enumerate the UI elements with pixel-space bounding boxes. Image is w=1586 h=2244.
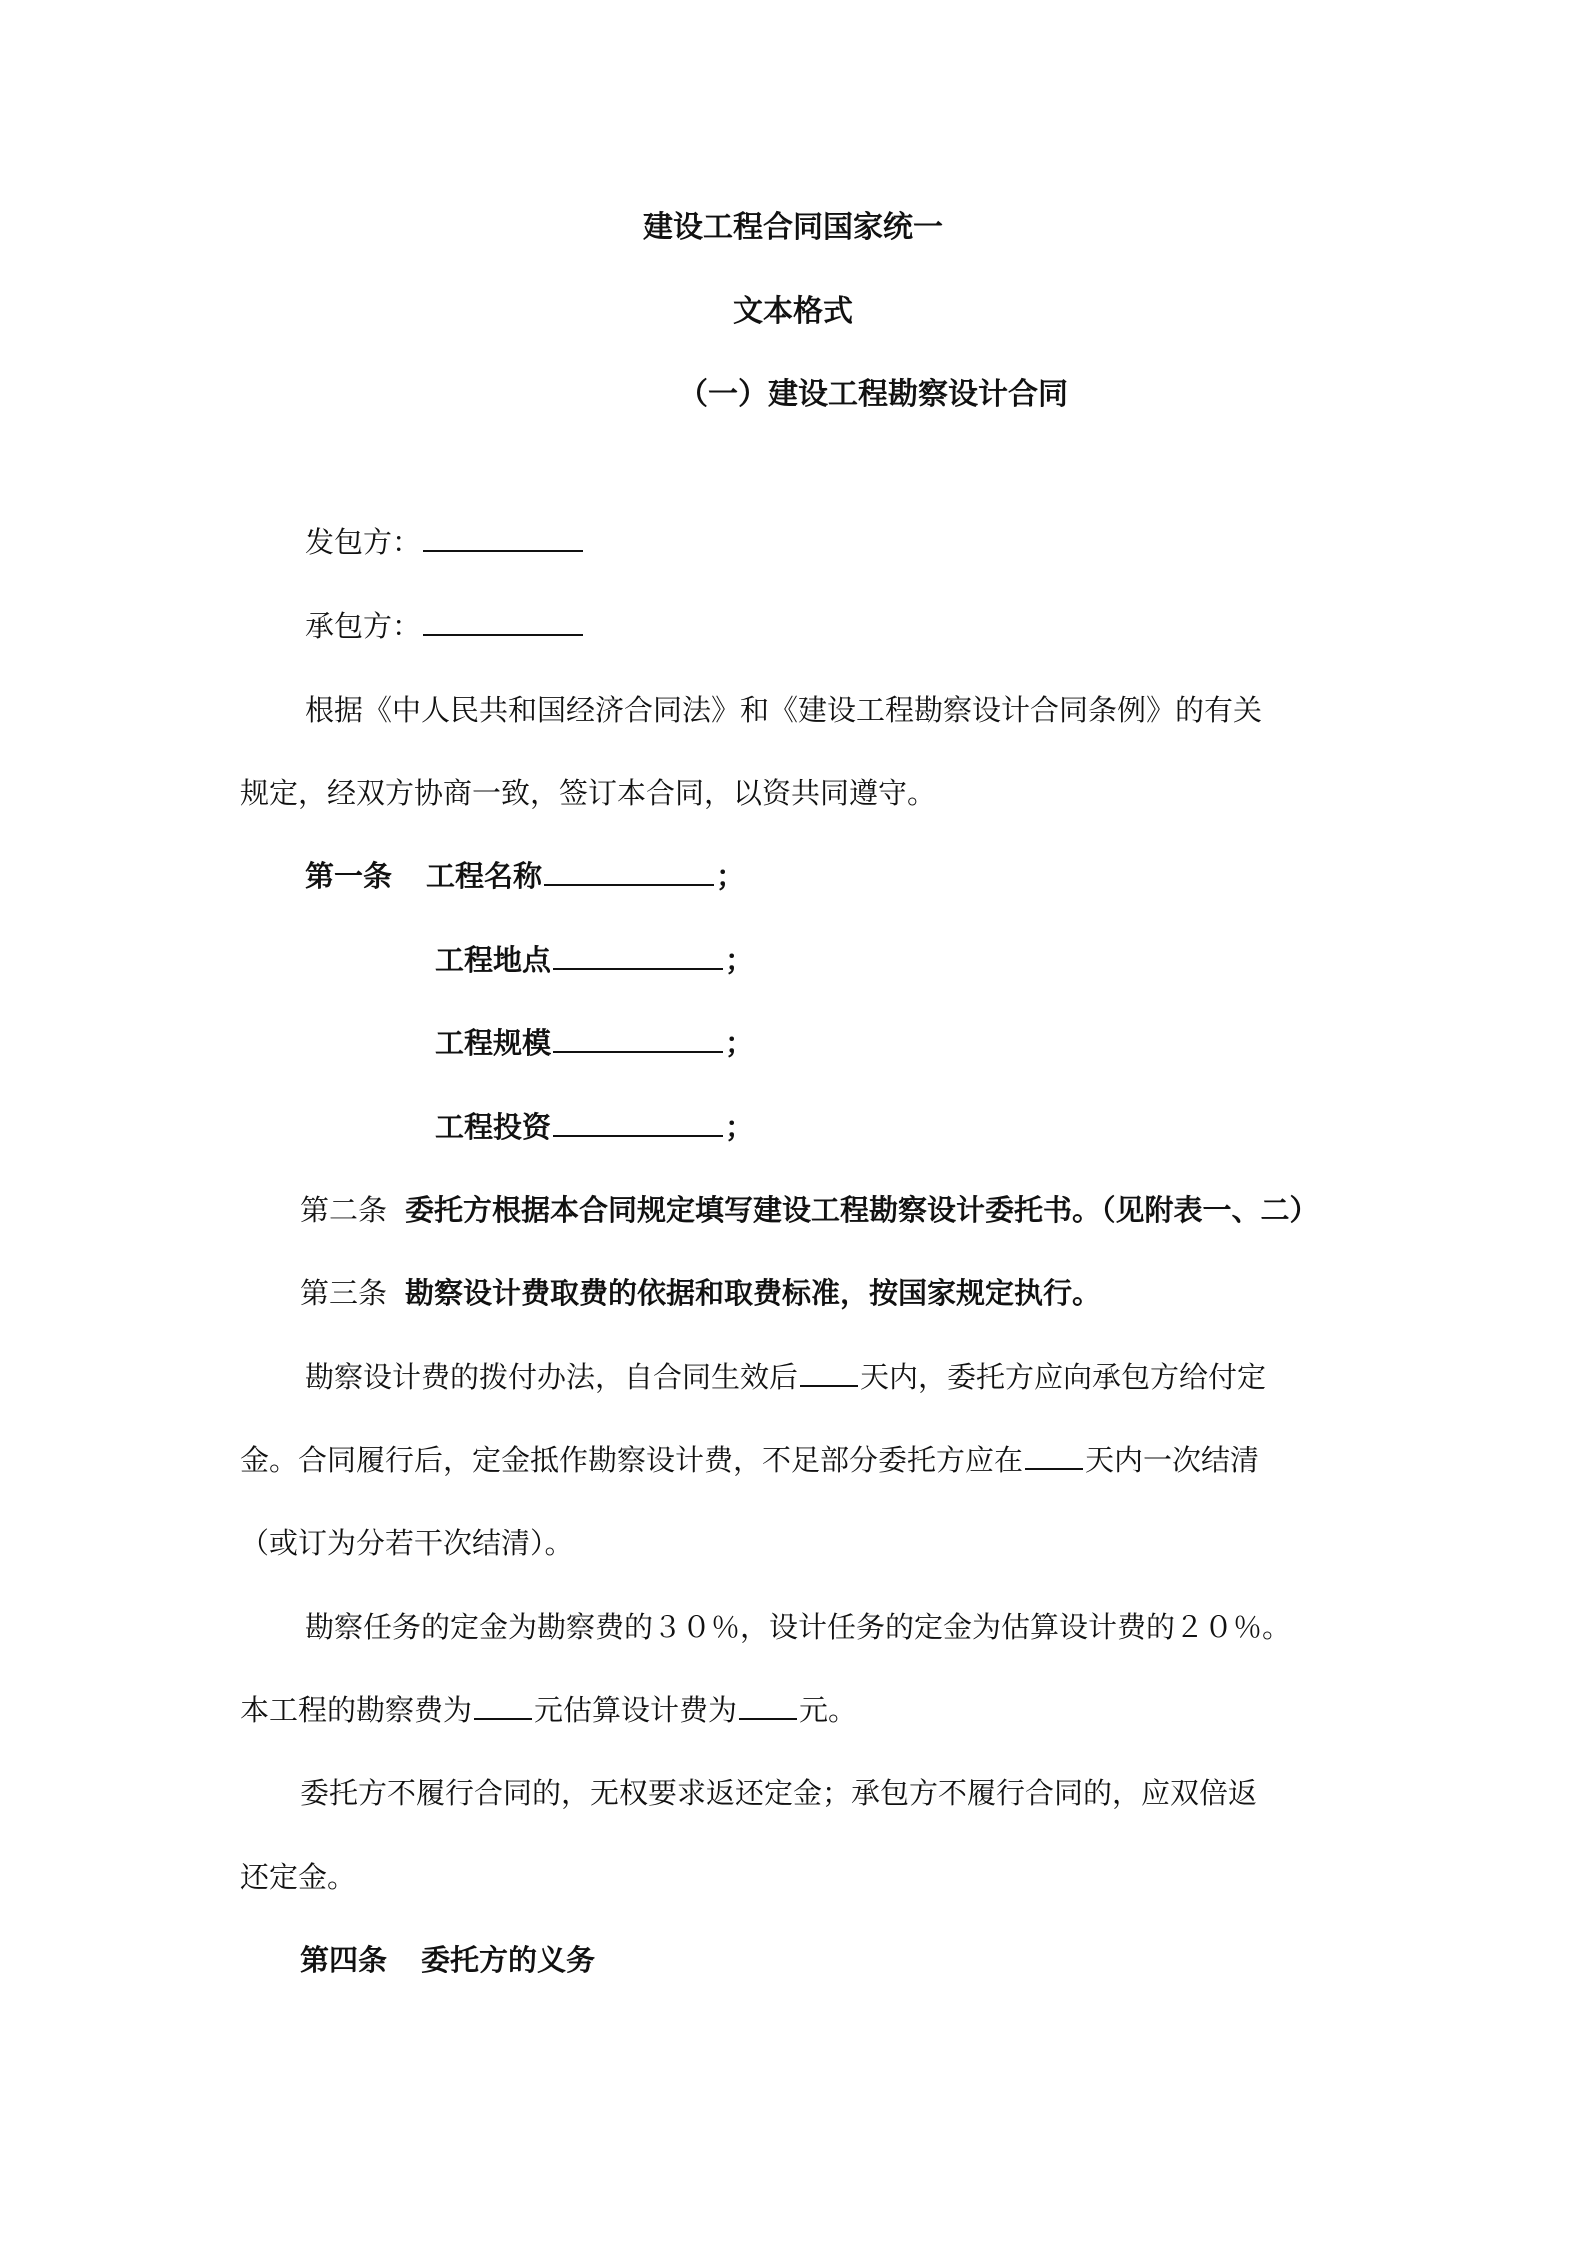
project-scale-blank[interactable] [553, 1023, 723, 1053]
document-title: 建设工程合同国家统一 [643, 210, 943, 245]
article3-text: 勘察设计费取费的依据和取费标准，按国家规定执行。 [405, 1276, 1102, 1310]
contractor-blank[interactable] [423, 606, 583, 636]
deposit-text: 元估算设计费为 [534, 1693, 738, 1727]
employer-line [305, 522, 585, 562]
terminator: ； [716, 859, 746, 893]
article2-text: 委托方根据本合同规定填写建设工程勘察设计委托书。（见附表一、二） [405, 1193, 1319, 1227]
deposit-text: 本工程的勘察费为 [240, 1693, 473, 1727]
project-name-blank[interactable] [544, 856, 714, 886]
payment-line-1 [305, 1357, 1266, 1397]
contractor-line [305, 606, 585, 646]
payment-text: 金。合同履行后，定金抵作勘察设计费，不足部分委托方应在 [240, 1443, 1024, 1477]
article3-line [300, 1273, 1101, 1313]
article1-investment-line [435, 1107, 754, 1147]
article2-line [300, 1190, 1319, 1230]
article4-line [300, 1940, 595, 1980]
preamble-line-2: 规定，经双方协商一致，签订本合同，以资共同遵守。 [240, 776, 937, 810]
article4-label: 第四条 [300, 1943, 388, 1977]
employer-label: 发包方： [305, 525, 422, 559]
deposit-line-2 [240, 1690, 857, 1730]
design-fee-blank[interactable] [739, 1690, 797, 1720]
survey-fee-blank[interactable] [474, 1690, 532, 1720]
project-location-label: 工程地点 [435, 943, 552, 977]
terminator: ； [725, 1026, 755, 1060]
article1-scale-line [435, 1023, 754, 1063]
payment-text: 天内，委托方应向承包方给付定 [860, 1360, 1267, 1394]
deposit-text: 元。 [799, 1693, 858, 1727]
payment-text: 天内一次结清 [1085, 1443, 1260, 1477]
article1-name-line [305, 856, 745, 896]
terminator: ； [725, 1110, 755, 1144]
project-location-blank[interactable] [553, 940, 723, 970]
article1-label: 第一条 [305, 859, 393, 893]
contract-title: （一）建设工程勘察设计合同 [678, 377, 1068, 412]
article2-label: 第二条 [300, 1193, 388, 1227]
payment-days-blank[interactable] [800, 1357, 858, 1387]
terminator: ； [725, 943, 755, 977]
breach-line-2: 还定金。 [240, 1860, 357, 1894]
article4-text: 委托方的义务 [421, 1943, 596, 1977]
payment-text: 勘察设计费的拨付办法，自合同生效后 [305, 1360, 799, 1394]
payment-line-2 [240, 1440, 1259, 1480]
breach-line-1: 委托方不履行合同的，无权要求返还定金；承包方不履行合同的，应双倍返 [300, 1776, 1258, 1810]
project-investment-label: 工程投资 [435, 1110, 552, 1144]
project-name-label: 工程名称 [426, 859, 543, 893]
preamble-line-1: 根据《中人民共和国经济合同法》和《建设工程勘察设计合同条例》的有关 [305, 693, 1263, 727]
employer-blank[interactable] [423, 522, 583, 552]
payment-line-3: （或订为分若干次结清）。 [240, 1526, 574, 1560]
article1-location-line [435, 940, 754, 980]
settlement-days-blank[interactable] [1025, 1440, 1083, 1470]
deposit-line-1: 勘察任务的定金为勘察费的３０％，设计任务的定金为估算设计费的２０％。 [305, 1610, 1292, 1644]
contractor-label: 承包方： [305, 609, 422, 643]
project-scale-label: 工程规模 [435, 1026, 552, 1060]
project-investment-blank[interactable] [553, 1107, 723, 1137]
article3-label: 第三条 [300, 1276, 388, 1310]
document-subtitle: 文本格式 [733, 294, 853, 329]
